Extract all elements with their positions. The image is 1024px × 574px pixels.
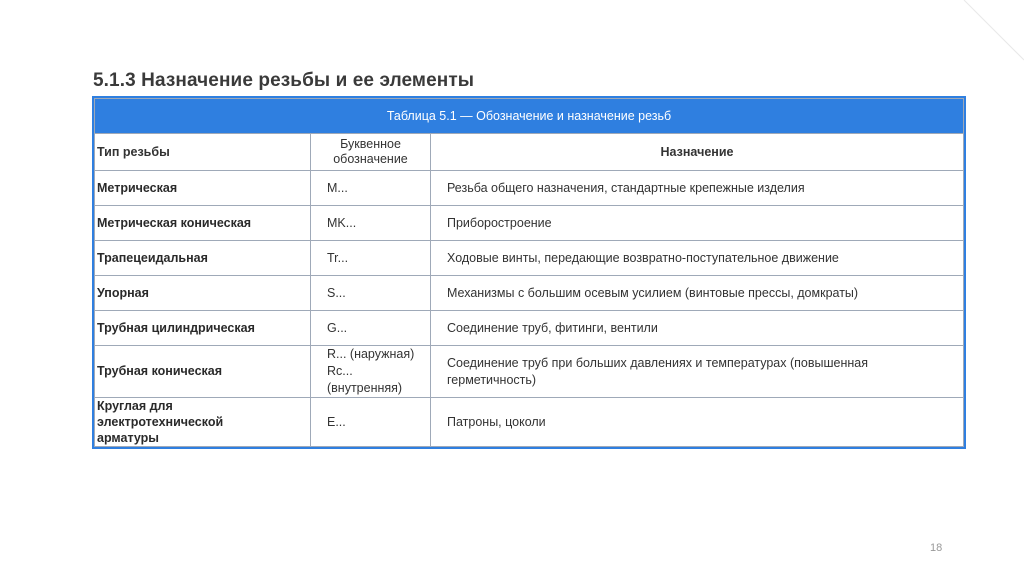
table-row xyxy=(95,241,964,276)
type-line1: Круглая для электротехнической xyxy=(97,399,224,429)
cell-purpose: Приборостроение xyxy=(431,206,964,241)
type-line2: арматуры xyxy=(97,431,159,445)
cell-purpose: Соединение труб, фитинги, вентили xyxy=(431,311,964,346)
table-caption: Таблица 5.1 — Обозначение и назначение резьб xyxy=(95,99,964,134)
table-row xyxy=(95,206,964,241)
header-designation xyxy=(311,134,431,171)
cell-designation: S... xyxy=(311,276,431,311)
cell-type: Трапецеидальная xyxy=(95,241,311,276)
cell-purpose: Патроны, цоколи xyxy=(431,398,964,447)
table-row xyxy=(95,171,964,206)
slide-number: 18 xyxy=(930,542,943,554)
cell-type: Трубная коническая xyxy=(95,346,311,398)
cell-designation xyxy=(311,346,431,398)
table-row xyxy=(95,398,964,447)
thread-table xyxy=(92,96,966,449)
cell-purpose: Резьба общего назначения, стандартные крепежные изделия xyxy=(431,171,964,206)
designation-line1: R... (наружная) xyxy=(327,347,415,361)
table-row xyxy=(95,311,964,346)
table-header-row xyxy=(95,134,964,171)
cell-designation: G... xyxy=(311,311,431,346)
header-designation-line1: Буквенное xyxy=(340,137,401,151)
cell-purpose: Соединение труб при больших давлениях и температурах (повышенная герметичность) xyxy=(431,346,964,398)
header-type: Тип резьбы xyxy=(95,134,311,171)
cell-purpose: Механизмы с большим осевым усилием (винтовые прессы, домкраты) xyxy=(431,276,964,311)
page-title: 5.1.3 Назначение резьбы и ее элементы xyxy=(93,70,475,91)
header-designation-line2: обозначение xyxy=(333,152,408,166)
cell-designation: M... xyxy=(311,171,431,206)
header-purpose: Назначение xyxy=(431,134,964,171)
cell-type: Трубная цилиндрическая xyxy=(95,311,311,346)
cell-designation: E... xyxy=(311,398,431,447)
table-row xyxy=(95,276,964,311)
cell-designation: Tr... xyxy=(311,241,431,276)
designation-line2: Rc... (внутренняя) xyxy=(327,364,403,395)
cell-designation: MK... xyxy=(311,206,431,241)
cell-type: Метрическая xyxy=(95,171,311,206)
table-row xyxy=(95,346,964,398)
decorative-corner-line xyxy=(944,0,1024,80)
cell-purpose: Ходовые винты, передающие возвратно-поступательное движение xyxy=(431,241,964,276)
cell-type xyxy=(95,398,311,447)
cell-type: Упорная xyxy=(95,276,311,311)
cell-type: Метрическая коническая xyxy=(95,206,311,241)
